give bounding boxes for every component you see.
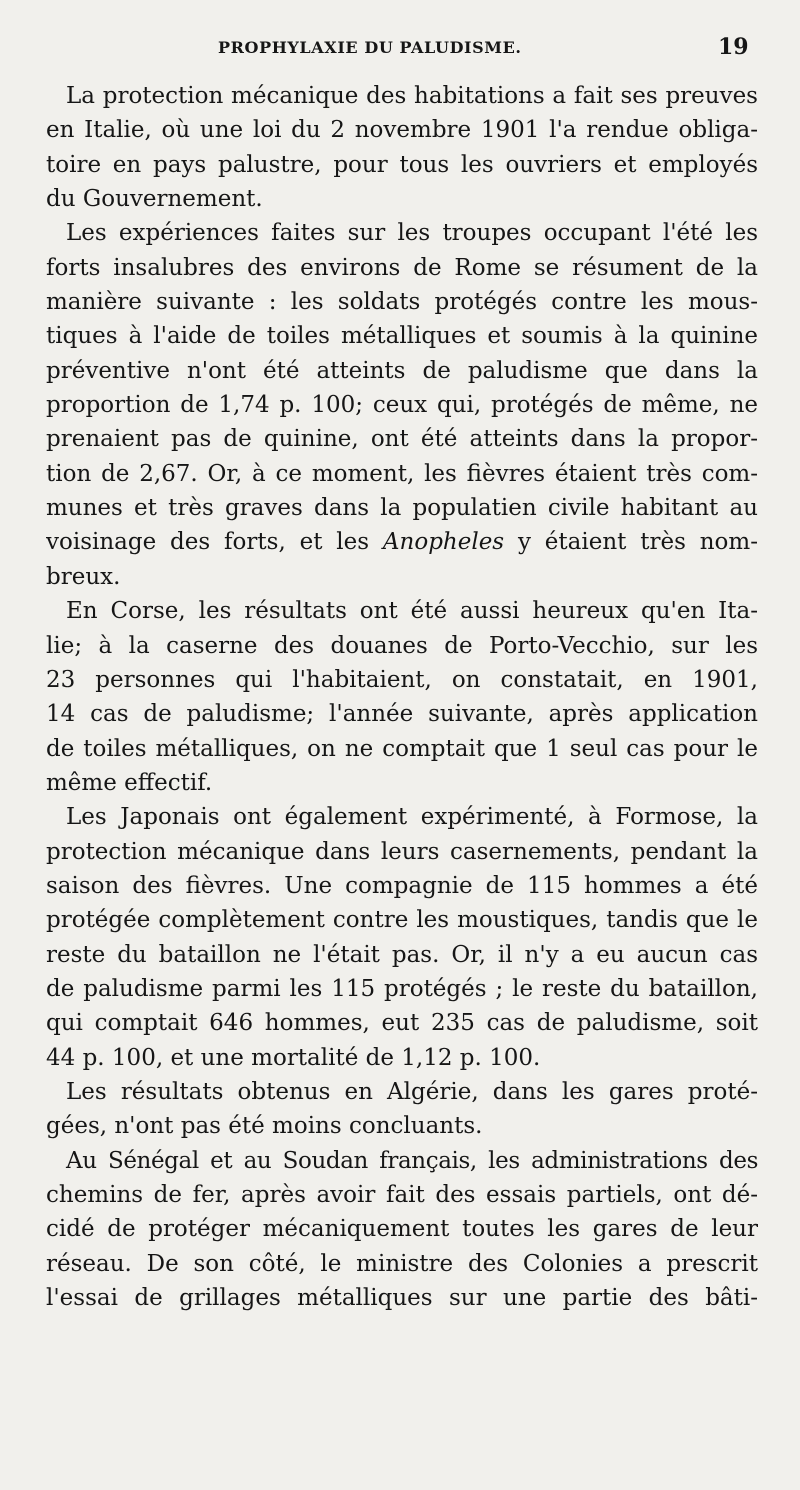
text-line: proportion de 1,74 p. 100; ceux qui, protégés de même, ne bbox=[46, 392, 758, 419]
text-line: reste du bataillon ne l'était pas. Or, il n'y a eu aucun cas bbox=[46, 941, 758, 968]
text-line: prenaient pas de quinine, ont été atteints dans la propor- bbox=[46, 426, 758, 453]
text-line: 44 p. 100, et une mortalité de 1,12 p. 100. bbox=[46, 1044, 541, 1071]
text-line: saison des fièvres. Une compagnie de 115 hommes a été bbox=[46, 872, 758, 899]
text-line bbox=[46, 525, 758, 559]
text-line: 23 personnes qui l'habitaient, on constatait, en 1901, bbox=[46, 666, 758, 693]
text-line: manière suivante : les soldats protégés contre les mous- bbox=[46, 289, 758, 316]
text-line: En Corse, les résultats ont été aussi heureux qu'en Ita- bbox=[66, 598, 758, 625]
page-number: 19 bbox=[718, 34, 749, 60]
text-line: lie; à la caserne des douanes de Porto-Vecchio, sur les bbox=[46, 632, 758, 659]
page-header bbox=[0, 34, 800, 66]
paragraph-rome bbox=[46, 216, 758, 594]
text-line: Au Sénégal et au Soudan français, les administrations des bbox=[66, 1147, 758, 1174]
text-line: Les Japonais ont également expérimenté, à Formose, la bbox=[66, 804, 758, 831]
text-line: 14 cas de paludisme; l'année suivante, après application bbox=[46, 701, 758, 728]
text-line: préventive n'ont été atteints de paludisme que dans la bbox=[46, 357, 758, 384]
paragraph-italie bbox=[46, 79, 758, 216]
text-line: réseau. De son côté, le ministre des Colonies a prescrit bbox=[46, 1250, 758, 1277]
text-line: La protection mécanique des habitations a fait ses preuves bbox=[66, 83, 758, 109]
text-line: tiques à l'aide de toiles métalliques et soumis à la quinine bbox=[46, 323, 758, 350]
text-line: du Gouvernement. bbox=[46, 186, 263, 213]
running-title: PROPHYLAXIE DU PALUDISME. bbox=[218, 38, 522, 57]
paragraph-corse bbox=[46, 594, 758, 800]
paragraph-algerie bbox=[46, 1075, 758, 1144]
paragraph-senegal bbox=[46, 1144, 758, 1316]
body-text bbox=[46, 79, 758, 1315]
paragraph-formose bbox=[46, 800, 758, 1075]
text-line: qui comptait 646 hommes, eut 235 cas de paludisme, soit bbox=[46, 1010, 758, 1037]
text-line: Les résultats obtenus en Algérie, dans les gares proté- bbox=[66, 1078, 758, 1105]
text-line: chemins de fer, après avoir fait des essais partiels, ont dé- bbox=[46, 1182, 758, 1208]
text-line: protection mécanique dans leurs casernements, pendant la bbox=[46, 838, 758, 865]
text-line: de paludisme parmi les 115 protégés ; le reste du bataillon, bbox=[46, 975, 758, 1002]
text-line: protégée complètement contre les moustiques, tandis que le bbox=[46, 907, 758, 934]
text-line: l'essai de grillages métalliques sur une partie des bâti- bbox=[46, 1285, 758, 1312]
text-fragment: y étaient très nom- bbox=[504, 529, 758, 556]
genus-name-italic: Anopheles bbox=[382, 529, 505, 556]
text-line: munes et très graves dans la populatien civile habitant au bbox=[46, 495, 758, 522]
text-line: forts insalubres des environs de Rome se résument de la bbox=[46, 254, 758, 281]
text-line: gées, n'ont pas été moins concluants. bbox=[46, 1113, 483, 1140]
text-line: breux. bbox=[46, 563, 121, 590]
text-line: en Italie, où une loi du 2 novembre 1901 l'a rendue obliga- bbox=[46, 117, 758, 144]
text-fragment: voisinage des forts, et les bbox=[46, 529, 383, 556]
text-line: cidé de protéger mécaniquement toutes les gares de leur bbox=[46, 1216, 758, 1243]
text-line: Les expériences faites sur les troupes occupant l'été les bbox=[66, 220, 758, 247]
text-line: même effectif. bbox=[46, 769, 213, 796]
text-line: tion de 2,67. Or, à ce moment, les fièvres étaient très com- bbox=[46, 460, 758, 487]
text-line: toire en pays palustre, pour tous les ouvriers et employés bbox=[46, 151, 758, 178]
text-line: de toiles métalliques, on ne comptait que 1 seul cas pour le bbox=[46, 735, 758, 762]
